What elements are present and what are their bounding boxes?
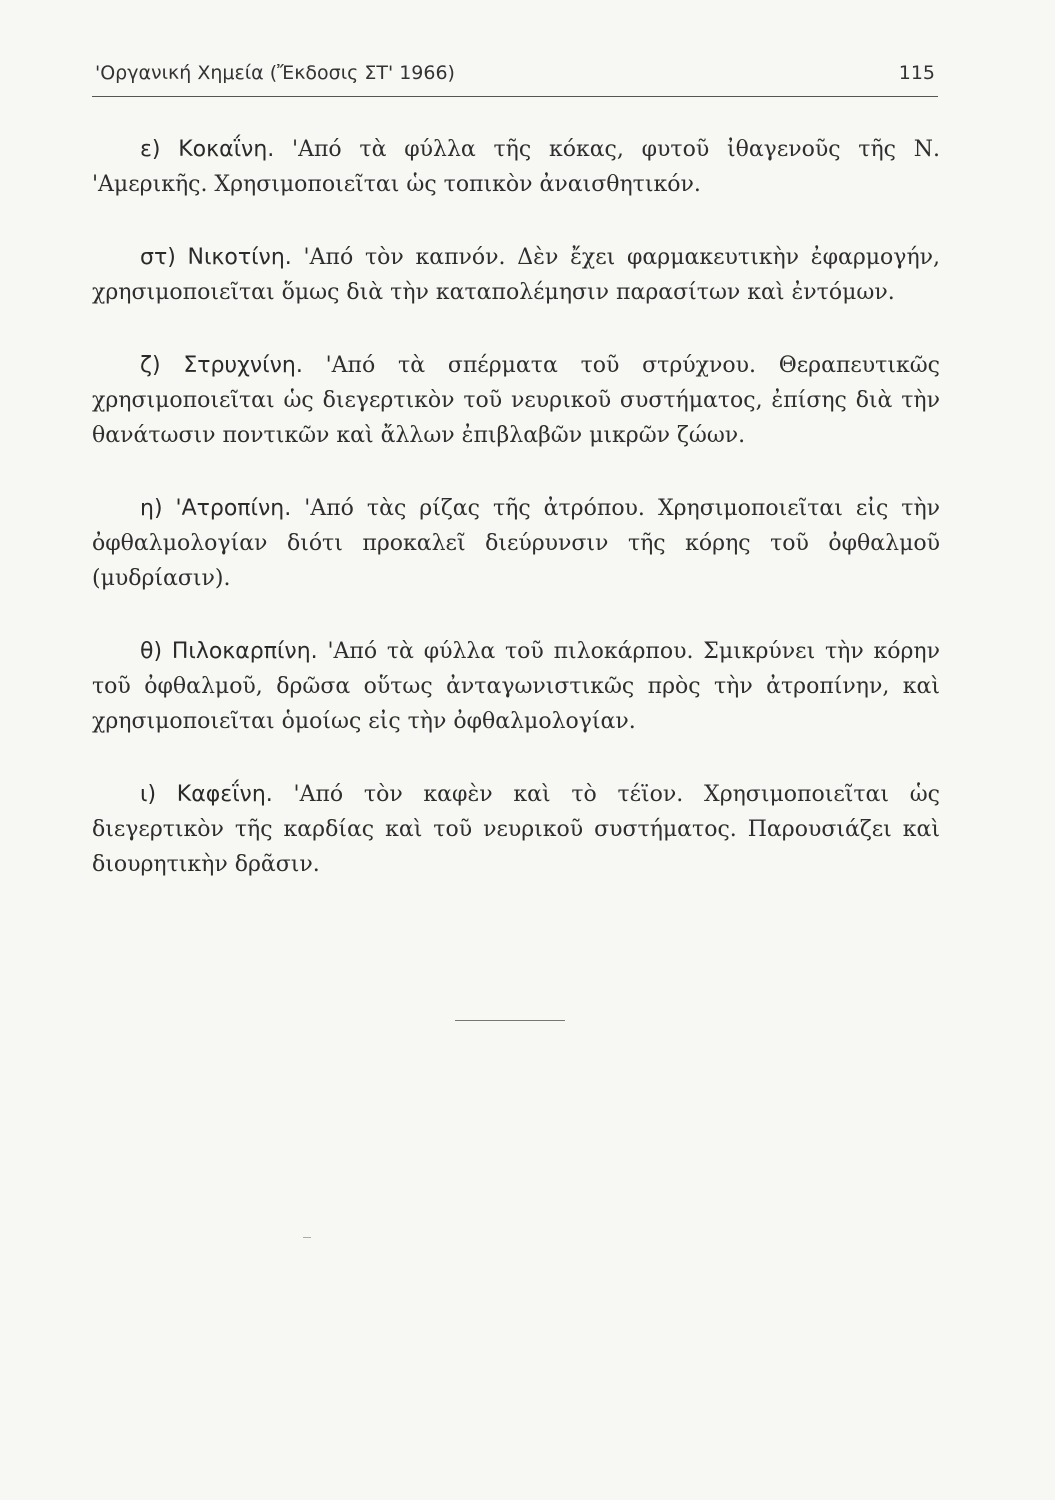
running-header	[95, 62, 935, 90]
header-title: 'Οργανική Χημεία (Ἔκδοσις ΣΤ' 1966)	[95, 62, 455, 84]
entry-text: 'Από τὰ σπέρματα τοῦ στρύχνου. Θεραπευτικῶς χρησιμοποιεῖται ὡς διεγερτικὸν τοῦ νευρικοῦ συστήματος, ἐπίσης διὰ τὴν θανάτωσιν ποντικῶν καὶ ἄλλων ἐπιβλαβῶν μικρῶν ζώων.	[92, 353, 940, 448]
entry-strychnine	[92, 348, 940, 453]
entry-cocaine	[92, 132, 940, 202]
header-rule	[92, 96, 938, 97]
entry-paragraph	[92, 240, 940, 310]
entry-text: 'Από τὰς ρίζας τῆς ἀτρόπου. Χρησιμοποιεῖται εἰς τὴν ὀφθαλμολογίαν διότι προκαλεῖ διεύρυνσιν τῆς κόρης τοῦ ὀφθαλμοῦ (μυδρίασιν).	[92, 496, 941, 591]
entry-nicotine	[92, 240, 940, 310]
entry-text: 'Από τὸν καπνόν. Δὲν ἔχει φαρμακευτικὴν ἐφαρμογήν, χρησιμοποιεῖται ὅμως διὰ τὴν καταπολέμησιν παρασίτων καὶ ἐντόμων.	[92, 245, 940, 305]
entry-text: 'Από τὰ φύλλα τοῦ πιλοκάρπου. Σμικρύνει τὴν κόρην τοῦ ὀφθαλμοῦ, δρῶσα οὕτως ἀνταγωνιστικῶς πρὸς τὴν ἀτροπίνην, καὶ χρησιμοποιεῖται ὁμοίως εἰς τὴν ὀφθαλμολογίαν.	[92, 639, 940, 734]
page-number: 115	[898, 62, 935, 84]
entry-paragraph	[92, 777, 940, 882]
entry-atropine	[92, 491, 940, 596]
entry-caffeine	[92, 777, 940, 882]
entry-text: 'Από τὸν καφὲν καὶ τὸ τέϊον. Χρησιμοποιεῖται ὡς διεγερτικὸν τῆς καρδίας καὶ τοῦ νευρικοῦ συστήματος. Παρουσιάζει καὶ διουρητικὴν δρᾶσιν.	[92, 782, 941, 877]
entry-text: 'Από τὰ φύλλα τῆς κόκας, φυτοῦ ἰθαγενοῦς τῆς Ν. 'Αμερικῆς. Χρησιμοποιεῖται ὡς τοπικὸν ἀναισθητικόν.	[92, 137, 940, 197]
section-separator	[455, 1020, 565, 1021]
entry-paragraph	[92, 634, 940, 739]
entry-paragraph	[92, 132, 940, 202]
entry-label: ζ) Στρυχνίνη.	[140, 353, 303, 378]
body-text	[92, 132, 940, 920]
entry-label: η) 'Ατροπίνη.	[140, 496, 292, 521]
entry-pilocarpine	[92, 634, 940, 739]
entry-paragraph	[92, 348, 940, 453]
entry-label: στ) Νικοτίνη.	[140, 245, 292, 270]
entry-paragraph	[92, 491, 940, 596]
entry-label: θ) Πιλοκαρπίνη.	[140, 639, 318, 664]
entry-label: ι) Καφεΐνη.	[140, 782, 273, 807]
page-mark	[303, 1237, 311, 1238]
entry-label: ε) Κοκαΐνη.	[140, 137, 275, 162]
